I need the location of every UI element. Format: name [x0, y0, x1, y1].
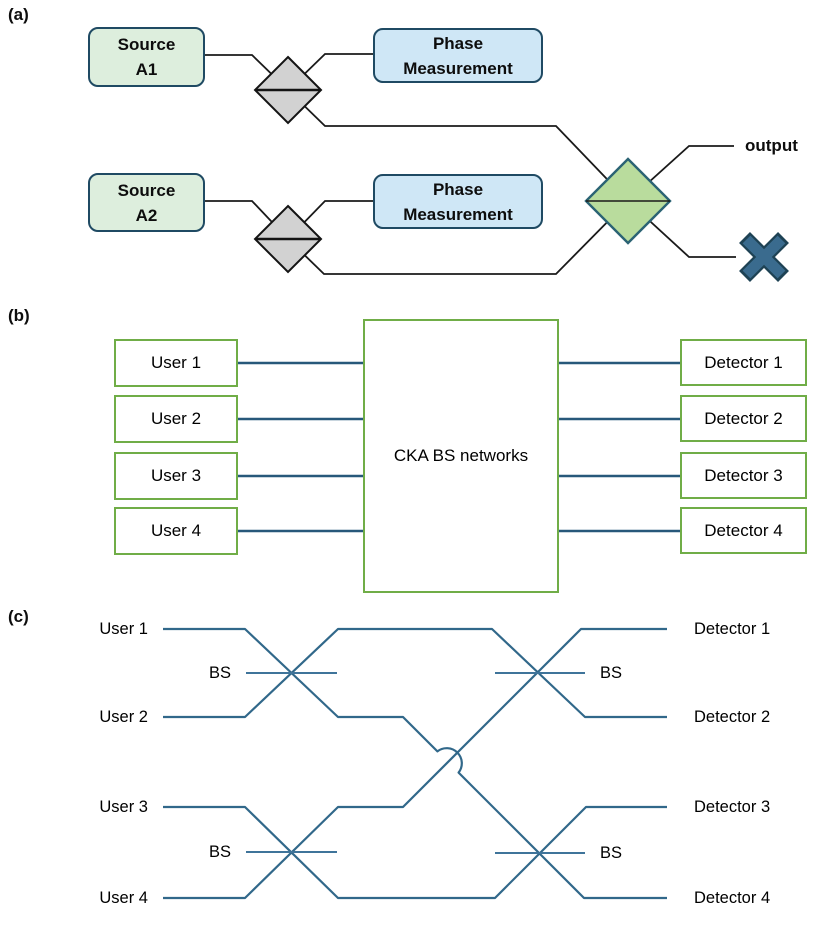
detector-2-box [680, 395, 807, 442]
source-a2-box [88, 173, 205, 232]
c-detector-2-label: Detector 2 [694, 708, 771, 726]
panel-c-label: (c) [8, 607, 29, 626]
user-1-box [114, 339, 238, 387]
source-a1-line1: Source [117, 35, 176, 54]
cka-bs-networks-label: CKA BS networks [393, 446, 529, 465]
panel-c-bs-bars [246, 673, 585, 853]
detector-4-box [680, 507, 807, 554]
bs-label-bottom-right: BS [600, 844, 623, 862]
detector-4-label: Detector 4 [704, 520, 783, 540]
user-3-label: User 3 [150, 466, 202, 485]
bs-label-bottom-left: BS [208, 843, 231, 861]
phase1-line1: Phase [432, 33, 484, 53]
fiber-path-user2 [163, 629, 667, 717]
c-user-1-label: User 1 [99, 620, 148, 638]
user-3-box [114, 452, 238, 500]
source-a2-line2: A2 [135, 205, 158, 225]
c-user-2-label: User 2 [99, 708, 148, 726]
panel-a-label: (a) [8, 5, 29, 24]
c-detector-1-label: Detector 1 [694, 620, 771, 638]
phase2-line1: Phase [432, 179, 484, 199]
bs-label-top-left: BS [208, 664, 231, 682]
fiber-path-user4 [163, 629, 667, 898]
cka-bs-networks-box [363, 319, 559, 593]
user-2-label: User 2 [150, 409, 202, 428]
bs-label-top-right: BS [600, 664, 623, 682]
phase2-line2: Measurement [403, 204, 513, 224]
detector-3-box [680, 452, 807, 499]
source-a1-line2: A1 [135, 60, 158, 79]
discard-x-icon [745, 238, 784, 277]
panel-b-label: (b) [8, 306, 30, 325]
detector-2-label: Detector 2 [704, 408, 783, 428]
output-label: output [745, 136, 798, 155]
panel-c-paths [163, 629, 667, 898]
c-user-3-label: User 3 [99, 798, 148, 816]
c-user-4-label: User 4 [99, 889, 148, 907]
detector-3-label: Detector 3 [704, 465, 783, 485]
phase1-line2: Measurement [403, 58, 513, 78]
c-detector-3-label: Detector 3 [694, 798, 771, 816]
fiber-path-user3 [163, 807, 667, 898]
fiber-path-user1 [163, 629, 667, 898]
user-1-label: User 1 [150, 353, 202, 372]
c-detector-4-label: Detector 4 [694, 889, 771, 907]
phase-measurement-1-box [373, 28, 543, 83]
detector-1-box [680, 339, 807, 386]
detector-1-label: Detector 1 [704, 352, 783, 372]
user-4-box [114, 507, 238, 555]
source-a1-box [88, 27, 205, 87]
phase-measurement-2-box [373, 174, 543, 229]
source-a2-line1: Source [117, 180, 176, 200]
user-4-label: User 4 [150, 521, 202, 540]
user-2-box [114, 395, 238, 443]
